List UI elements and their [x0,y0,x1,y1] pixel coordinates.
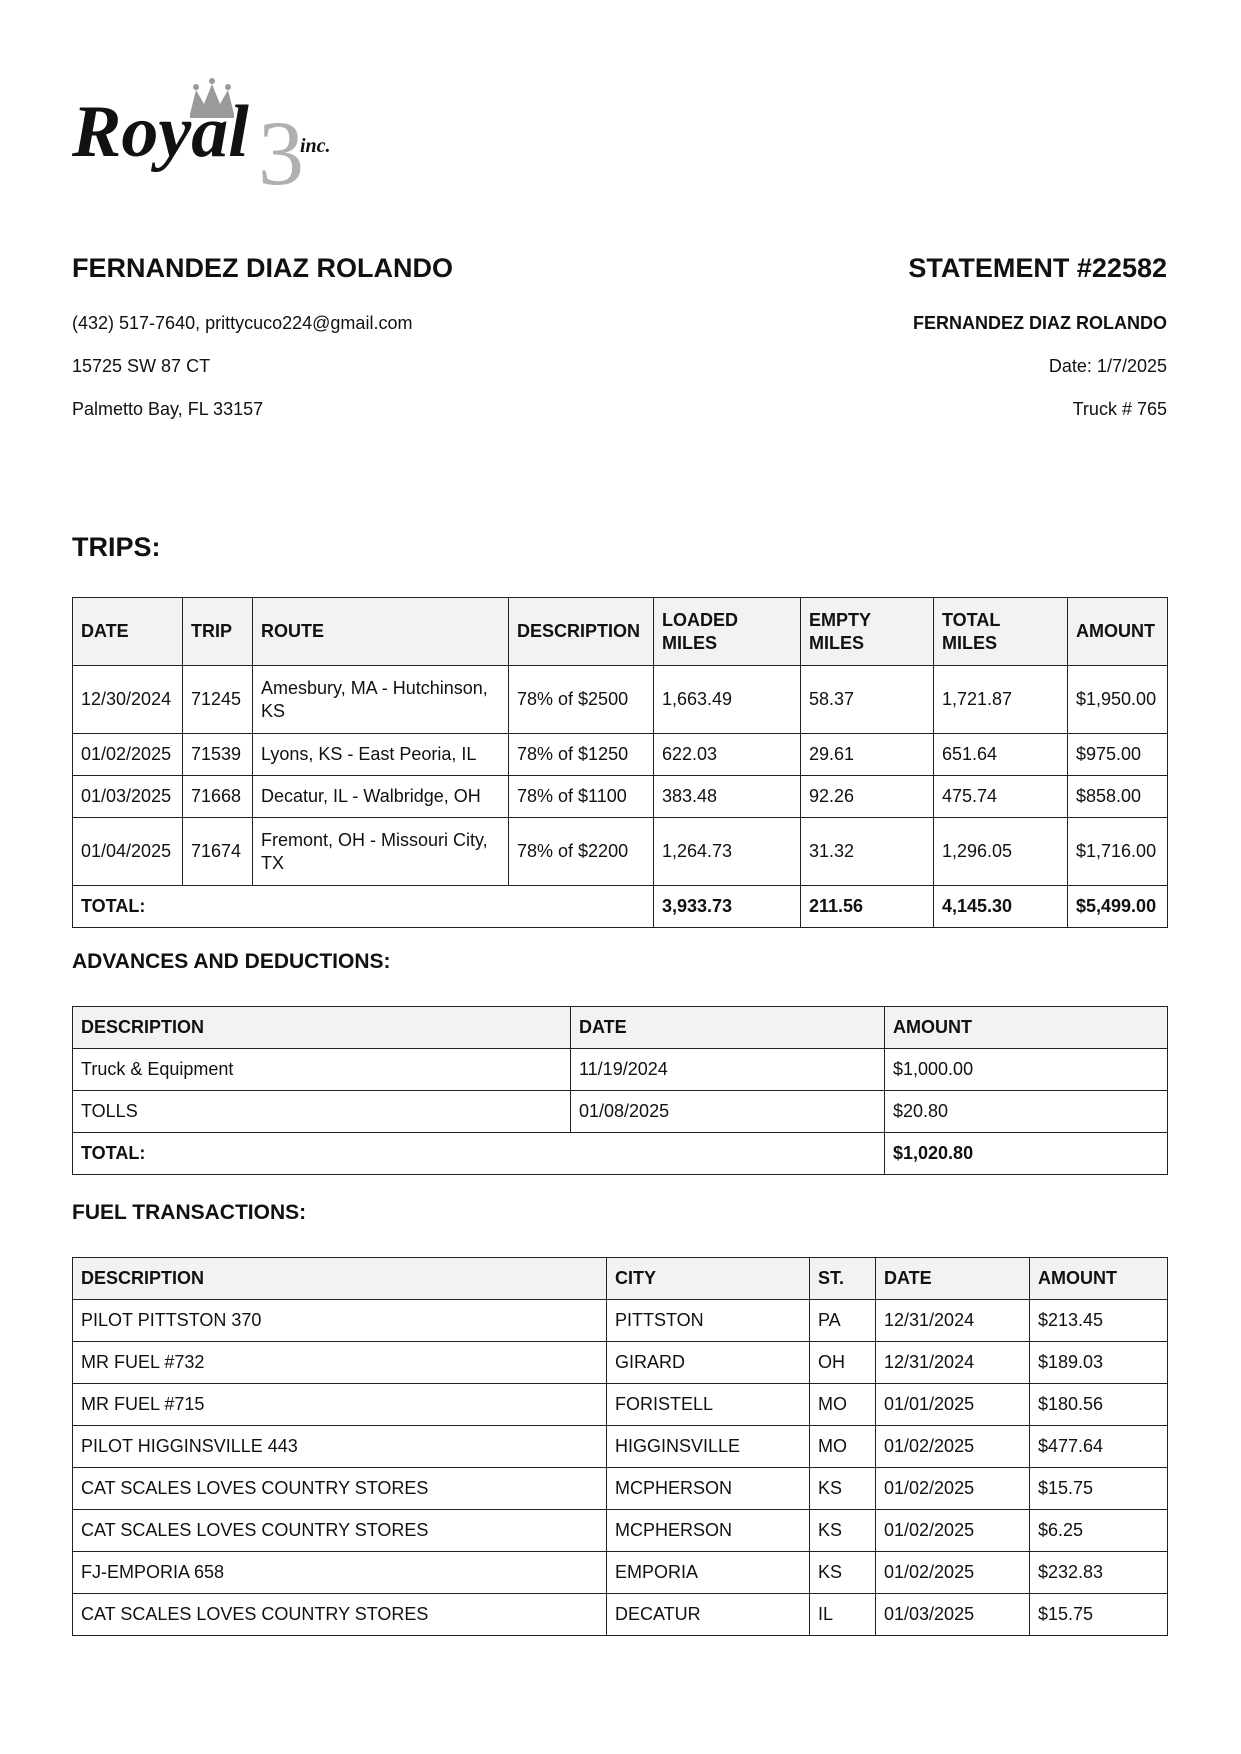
cell: $180.56 [1030,1384,1168,1426]
driver-address-line1: 15725 SW 87 CT [72,356,211,376]
table-row [73,734,1168,776]
cell: 651.64 [934,734,1068,776]
cell: 29.61 [801,734,934,776]
col-header: DATE [876,1258,1030,1300]
table-row [73,1300,1168,1342]
cell: 01/03/2025 [73,776,183,818]
cell: 12/31/2024 [876,1300,1030,1342]
trips-header-row [73,598,1168,666]
trips-title: TRIPS: [72,532,161,562]
cell: MCPHERSON [607,1468,810,1510]
col-header: DESCRIPTION [509,598,654,666]
cell: 01/02/2025 [876,1510,1030,1552]
cell: KS [810,1468,876,1510]
cell: 58.37 [801,666,934,734]
cell: OH [810,1342,876,1384]
logo-numeral: 3 [258,102,304,196]
statement-driver-name: FERNANDEZ DIAZ ROLANDO [913,313,1167,333]
total-empty-miles: 211.56 [801,886,934,928]
cell: 01/02/2025 [73,734,183,776]
cell: Fremont, OH - Missouri City, TX [253,818,509,886]
cell: HIGGINSVILLE [607,1426,810,1468]
table-row [73,1552,1168,1594]
driver-contact: (432) 517-7640, prittycuco224@gmail.com [72,313,413,333]
cell: 1,663.49 [654,666,801,734]
cell: Decatur, IL - Walbridge, OH [253,776,509,818]
cell: $1,950.00 [1068,666,1168,734]
statement-title: STATEMENT #22582 [908,253,1167,283]
cell: 01/04/2025 [73,818,183,886]
col-header: CITY [607,1258,810,1300]
col-header: LOADED MILES [654,598,801,666]
col-header: TRIP [183,598,253,666]
col-header: DATE [571,1007,885,1049]
cell: $858.00 [1068,776,1168,818]
cell: $15.75 [1030,1594,1168,1636]
cell: 475.74 [934,776,1068,818]
cell: 01/08/2025 [571,1091,885,1133]
cell: $1,716.00 [1068,818,1168,886]
cell: 92.26 [801,776,934,818]
cell: MR FUEL #732 [73,1342,607,1384]
total-amount: $5,499.00 [1068,886,1168,928]
trips-table [72,597,1168,928]
cell: CAT SCALES LOVES COUNTRY STORES [73,1594,607,1636]
cell: Truck & Equipment [73,1049,571,1091]
cell: IL [810,1594,876,1636]
col-header: ROUTE [253,598,509,666]
table-row [73,1426,1168,1468]
cell: $6.25 [1030,1510,1168,1552]
advances-total-row [73,1133,1168,1175]
table-row [73,1384,1168,1426]
cell: 78% of $1250 [509,734,654,776]
col-header: TOTAL MILES [934,598,1068,666]
cell: DECATUR [607,1594,810,1636]
table-row [73,1510,1168,1552]
cell: CAT SCALES LOVES COUNTRY STORES [73,1510,607,1552]
cell: $975.00 [1068,734,1168,776]
cell: MO [810,1384,876,1426]
total-loaded-miles: 3,933.73 [654,886,801,928]
cell: $15.75 [1030,1468,1168,1510]
cell: 71245 [183,666,253,734]
total-label: TOTAL: [73,1133,885,1175]
cell: 01/02/2025 [876,1552,1030,1594]
table-row [73,1594,1168,1636]
cell: 1,264.73 [654,818,801,886]
cell: 12/31/2024 [876,1342,1030,1384]
cell: PA [810,1300,876,1342]
advances-table [72,1006,1168,1175]
cell: MO [810,1426,876,1468]
company-logo [72,76,392,196]
col-header: EMPTY MILES [801,598,934,666]
cell: 01/02/2025 [876,1468,1030,1510]
cell: 622.03 [654,734,801,776]
driver-address-line2: Palmetto Bay, FL 33157 [72,399,264,419]
cell: 78% of $1100 [509,776,654,818]
cell: PILOT HIGGINSVILLE 443 [73,1426,607,1468]
col-header: AMOUNT [1068,598,1168,666]
cell: $20.80 [885,1091,1168,1133]
cell: 1,296.05 [934,818,1068,886]
table-row [73,1342,1168,1384]
table-row [73,776,1168,818]
logo-wordmark: Royal [72,91,249,173]
col-header: AMOUNT [1030,1258,1168,1300]
cell: 71539 [183,734,253,776]
col-header: ST. [810,1258,876,1300]
total-label: TOTAL: [73,886,654,928]
col-header: AMOUNT [885,1007,1168,1049]
cell: TOLLS [73,1091,571,1133]
cell: 71674 [183,818,253,886]
trips-total-row [73,886,1168,928]
cell: 12/30/2024 [73,666,183,734]
advances-header-row [73,1007,1168,1049]
statement-truck: Truck # 765 [1072,399,1167,419]
cell: $213.45 [1030,1300,1168,1342]
total-amount: $1,020.80 [885,1133,1168,1175]
cell: 01/02/2025 [876,1426,1030,1468]
cell: Lyons, KS - East Peoria, IL [253,734,509,776]
statement-date: Date: 1/7/2025 [1048,356,1167,376]
cell: 78% of $2200 [509,818,654,886]
cell: PILOT PITTSTON 370 [73,1300,607,1342]
advances-title: ADVANCES AND DEDUCTIONS: [72,950,391,973]
table-row [73,818,1168,886]
cell: GIRARD [607,1342,810,1384]
cell: KS [810,1552,876,1594]
table-row [73,1091,1168,1133]
fuel-title: FUEL TRANSACTIONS: [72,1201,307,1224]
cell: FORISTELL [607,1384,810,1426]
cell: 31.32 [801,818,934,886]
cell: MCPHERSON [607,1510,810,1552]
cell: Amesbury, MA - Hutchinson, KS [253,666,509,734]
col-header: DESCRIPTION [73,1258,607,1300]
cell: 11/19/2024 [571,1049,885,1091]
cell: 71668 [183,776,253,818]
statement-info [567,250,1167,419]
cell: 78% of $2500 [509,666,654,734]
cell: EMPORIA [607,1552,810,1594]
col-header: DESCRIPTION [73,1007,571,1049]
driver-name: FERNANDEZ DIAZ ROLANDO [72,253,453,283]
table-row [73,666,1168,734]
cell: $232.83 [1030,1552,1168,1594]
fuel-header-row [73,1258,1168,1300]
fuel-table [72,1257,1168,1636]
table-row [73,1468,1168,1510]
cell: $189.03 [1030,1342,1168,1384]
cell: $477.64 [1030,1426,1168,1468]
cell: $1,000.00 [885,1049,1168,1091]
cell: MR FUEL #715 [73,1384,607,1426]
col-header: DATE [73,598,183,666]
cell: PITTSTON [607,1300,810,1342]
logo-suffix: inc. [300,135,331,157]
cell: FJ-EMPORIA 658 [73,1552,607,1594]
cell: CAT SCALES LOVES COUNTRY STORES [73,1468,607,1510]
cell: 01/01/2025 [876,1384,1030,1426]
table-row [73,1049,1168,1091]
cell: 01/03/2025 [876,1594,1030,1636]
cell: 383.48 [654,776,801,818]
cell: 1,721.87 [934,666,1068,734]
total-miles: 4,145.30 [934,886,1068,928]
cell: KS [810,1510,876,1552]
